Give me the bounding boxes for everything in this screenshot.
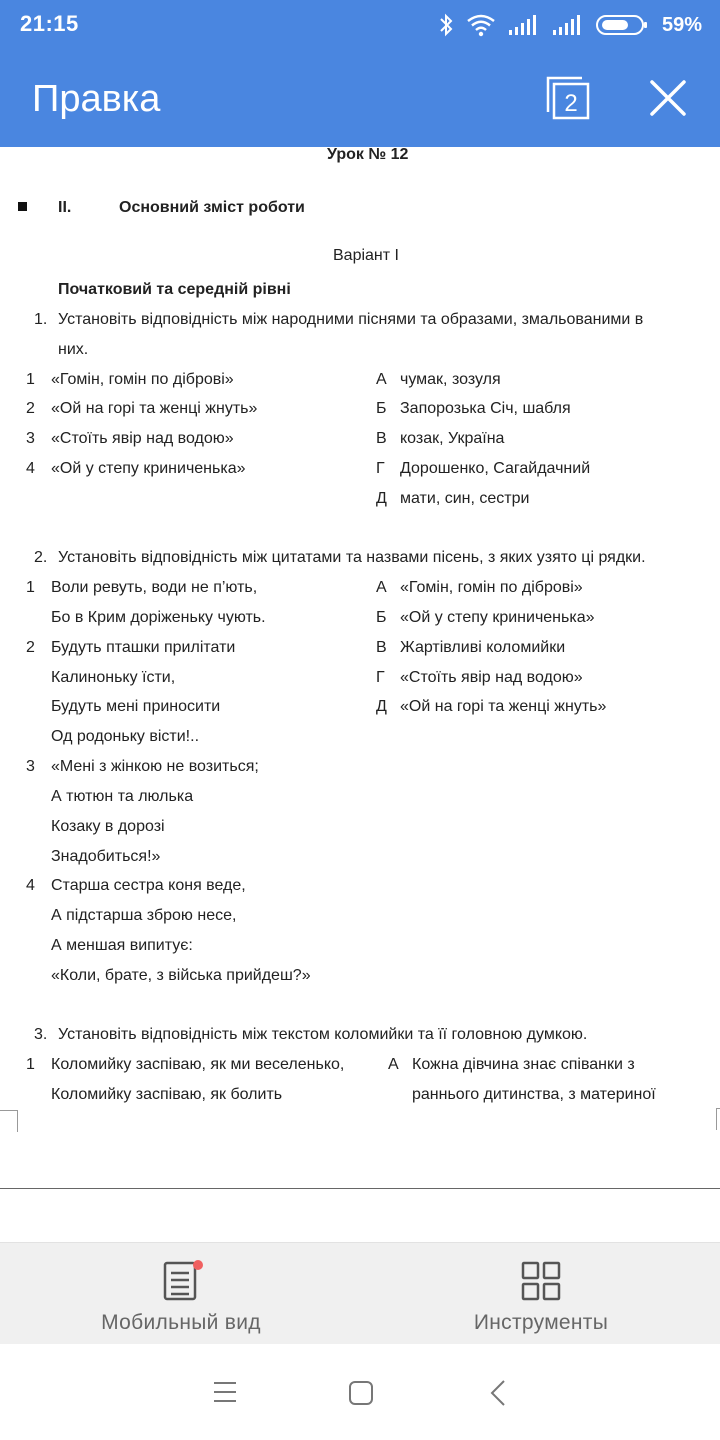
option-text: Запорозька Січ, шабля xyxy=(400,400,571,417)
quote-line: А підстарша зброю несе, xyxy=(51,907,237,924)
page-title: Правка xyxy=(32,78,161,120)
option-letter: В xyxy=(376,430,387,447)
page-count-button[interactable] xyxy=(546,76,590,120)
item-text: «Ой на горі та женці жнуть» xyxy=(51,400,258,417)
option-letter: Г xyxy=(376,669,385,686)
system-nav-bar xyxy=(0,1344,720,1440)
quote-line: А тютюн та люлька xyxy=(51,788,194,805)
option-text: Дорошенко, Сагайдачний xyxy=(400,460,591,477)
option-letter: А xyxy=(388,1056,399,1073)
page-corner-mark xyxy=(716,1108,720,1130)
item-number: 2 xyxy=(26,639,35,656)
tools-button[interactable] xyxy=(466,1243,616,1345)
option-text: раннього дитинства, з материної xyxy=(412,1086,656,1103)
signal-icon xyxy=(552,14,584,36)
task-text: них. xyxy=(58,341,89,358)
quote-line: Коломийку заспіваю, як ми веселенько, xyxy=(51,1056,345,1073)
item-number: 2 xyxy=(26,400,35,417)
task-text: Установіть відповідність між текстом коломийки та її головною думкою. xyxy=(58,1026,588,1043)
home-icon[interactable] xyxy=(348,1380,374,1406)
quote-line: А меншая випитує: xyxy=(51,937,193,954)
item-number: 1 xyxy=(26,371,35,388)
page-corner-mark xyxy=(0,1110,18,1132)
page-divider xyxy=(0,1188,720,1189)
section-number: II. xyxy=(58,199,72,216)
mobile-view-label: Мобильный вид xyxy=(101,1311,261,1334)
quote-line: Знадобиться!» xyxy=(51,848,161,865)
back-icon[interactable] xyxy=(488,1378,508,1408)
mobile-view-icon xyxy=(157,1259,205,1303)
wifi-icon xyxy=(466,13,496,37)
item-number: 4 xyxy=(26,460,35,477)
quote-line: Козаку в дорозі xyxy=(51,818,165,835)
app-header xyxy=(0,0,720,147)
item-number: 4 xyxy=(26,877,35,894)
pages-icon xyxy=(546,76,590,120)
option-letter: Г xyxy=(376,460,385,477)
task-text: Установіть відповідність між народними піснями та образами, змальованими в xyxy=(58,311,644,328)
status-time: 21:15 xyxy=(20,11,79,36)
option-text: Жартівливі коломийки xyxy=(400,639,566,656)
mobile-view-button[interactable] xyxy=(96,1243,266,1345)
bottom-toolbar xyxy=(0,1242,720,1344)
bullet-marker xyxy=(18,202,27,211)
section-title: Основний зміст роботи xyxy=(119,199,305,216)
menu-icon[interactable] xyxy=(212,1380,238,1404)
option-letter: А xyxy=(376,579,387,596)
item-number: 3 xyxy=(26,758,35,775)
battery-icon xyxy=(596,14,648,36)
status-bar xyxy=(0,0,720,50)
option-letter: Д xyxy=(376,490,387,507)
task-number: 3. xyxy=(34,1026,48,1043)
quote-line: Будуть пташки прилітати xyxy=(51,639,236,656)
item-text: «Гомін, гомін по діброві» xyxy=(51,371,234,388)
notification-dot xyxy=(193,1260,203,1270)
battery-percent: 59% xyxy=(661,13,702,36)
grid-icon xyxy=(519,1259,563,1303)
quote-line: Од родоньку вісти!.. xyxy=(51,728,200,745)
level-heading: Початковий та середній рівні xyxy=(58,281,291,298)
lesson-title: Урок № 12 xyxy=(327,146,409,163)
item-number: 3 xyxy=(26,430,35,447)
item-text: «Ой у степу криниченька» xyxy=(51,460,246,477)
quote-line: Воли ревуть, води не п’ють, xyxy=(51,579,258,596)
bluetooth-icon xyxy=(438,13,454,37)
option-text: «Ой на горі та женці жнуть» xyxy=(400,698,607,715)
task-number: 2. xyxy=(34,549,48,566)
close-icon xyxy=(648,78,688,118)
item-text: «Стоїть явір над водою» xyxy=(51,430,234,447)
quote-line: «Коли, брате, з війська прийдеш?» xyxy=(51,967,311,984)
page-count: 2 xyxy=(564,90,578,117)
option-text: козак, Україна xyxy=(400,430,505,447)
status-icons xyxy=(438,10,702,40)
option-letter: Б xyxy=(376,609,387,626)
option-letter: Д xyxy=(376,698,387,715)
quote-line: Будуть мені приносити xyxy=(51,698,221,715)
quote-line: Бо в Крим доріженьку чують. xyxy=(51,609,266,626)
item-number: 1 xyxy=(26,579,35,596)
item-number: 1 xyxy=(26,1056,35,1073)
variant-heading: Варіант І xyxy=(333,247,399,264)
task-text: Установіть відповідність між цитатами та назвами пісень, з яких узято ці рядки. xyxy=(58,549,646,566)
quote-line: Старша сестра коня веде, xyxy=(51,877,246,894)
option-text: «Ой у степу криниченька» xyxy=(400,609,595,626)
option-text: мати, син, сестри xyxy=(400,490,530,507)
option-text: чумак, зозуля xyxy=(400,371,501,388)
option-text: «Стоїть явір над водою» xyxy=(400,669,583,686)
quote-line: Коломийку заспіваю, як болить xyxy=(51,1086,283,1103)
option-text: «Гомін, гомін по діброві» xyxy=(400,579,583,596)
signal-icon xyxy=(508,14,540,36)
task-number: 1. xyxy=(34,311,48,328)
tools-label: Инструменты xyxy=(473,1311,609,1334)
option-letter: Б xyxy=(376,400,387,417)
close-button[interactable] xyxy=(648,78,688,118)
quote-line: Калиноньку їсти, xyxy=(51,669,176,686)
option-letter: В xyxy=(376,639,387,656)
option-letter: А xyxy=(376,371,387,388)
option-text: Кожна дівчина знає співанки з xyxy=(412,1056,635,1073)
quote-line: «Мені з жінкою не возиться; xyxy=(51,758,259,775)
